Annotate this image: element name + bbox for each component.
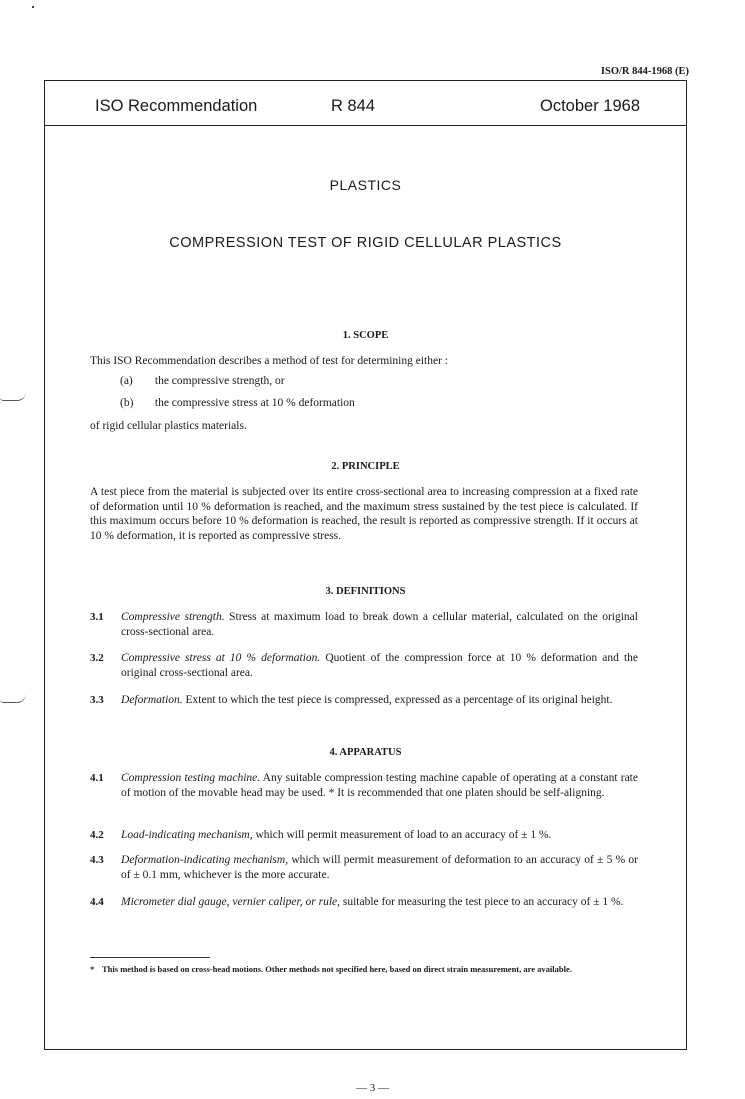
apparatus-number: 4.3: [90, 854, 104, 866]
header-date: October 1968: [540, 97, 640, 115]
apparatus-number: 4.2: [90, 829, 104, 841]
definition-text: Stress at maximum load to break down a cellular material, calculated on the original cross-sectional area.: [121, 611, 638, 638]
apparatus-term: Load-indicating mechanism,: [121, 829, 253, 841]
definition-text: Extent to which the test piece is compressed, expressed as a percentage of its original height.: [182, 694, 613, 706]
definition-number: 3.2: [90, 652, 104, 664]
scope-outro: of rigid cellular plastics materials.: [90, 420, 247, 432]
apparatus-text: which will permit measurement of deformation to an accuracy of ± 5 % or of ± 0.1 mm, whichever is the more accurate.: [121, 854, 638, 881]
scope-item-b-label: (b): [120, 397, 134, 409]
header-doc-type: ISO Recommendation: [95, 97, 258, 115]
section-heading-scope: 1. SCOPE: [342, 330, 389, 341]
definition-number: 3.1: [90, 611, 104, 623]
header-doc-number: R 844: [331, 97, 376, 115]
page-number: — 3 —: [356, 1082, 389, 1094]
scope-item-a-label: (a): [120, 375, 133, 387]
apparatus-text: which will permit measurement of load to an accuracy of ± 1 %.: [252, 829, 552, 841]
footnote-rule: [90, 957, 210, 958]
scope-intro: This ISO Recommendation describes a method of test for determining either :: [90, 355, 449, 367]
section-heading-principle: 2. PRINCIPLE: [331, 461, 400, 472]
definition-item: [121, 610, 638, 639]
apparatus-item: [121, 895, 638, 910]
apparatus-text: suitable for measuring the test piece to an accuracy of ± 1 %.: [340, 896, 624, 908]
scope-item-a: [120, 375, 285, 387]
binding-mark-lower: [0, 694, 26, 703]
apparatus-number: 4.4: [90, 896, 104, 908]
apparatus-item: [121, 853, 638, 882]
principle-text: A test piece from the material is subjected over its entire cross-sectional area to increasing compression at a fixed rate of deformation until 10 % deformation is reached, and the maximum stress sustained by the test piece is calculated. If this maximum occurs before 10 % deformation is reached, the result is reported as compressive strength. If it occurs at 10 % deformation, it is reported as compressive stress.: [90, 486, 638, 542]
section-heading-apparatus: 4. APPARATUS: [329, 747, 402, 758]
definition-text: Quotient of the compression force at 10 % deformation and the original cross-sectional area.: [121, 652, 638, 679]
definition-term: Compressive strength.: [121, 611, 225, 623]
header-band: [45, 81, 686, 126]
apparatus-text: Any suitable compression testing machine capable of operating at a constant rate of motion of the movable head may be used. * It is recommended that one platen should be self-aligning.: [121, 772, 638, 799]
definition-term: Compressive stress at 10 % deformation.: [121, 652, 321, 664]
footnote: [90, 963, 645, 975]
definition-number: 3.3: [90, 694, 104, 706]
footnote-text: This method is based on cross-head motions. Other methods not specified here, based on direct strain measurement, are available.: [102, 964, 572, 974]
document-title: COMPRESSION TEST OF RIGID CELLULAR PLASTICS: [169, 235, 562, 251]
scan-speck: [32, 6, 34, 8]
page-frame: [44, 80, 687, 1050]
apparatus-term: Compression testing machine.: [121, 772, 261, 784]
apparatus-term: Micrometer dial gauge, vernier caliper, or rule,: [121, 896, 340, 908]
apparatus-number: 4.1: [90, 772, 104, 784]
section-heading-definitions: 3. DEFINITIONS: [325, 586, 406, 597]
scope-item-b-text: the compressive stress at 10 % deformation: [154, 397, 355, 409]
scope-item-a-text: the compressive strength, or: [154, 375, 285, 387]
apparatus-term: Deformation-indicating mechanism,: [121, 854, 289, 866]
definition-item: [121, 651, 638, 680]
footnote-marker: *: [90, 964, 95, 974]
apparatus-item: [121, 771, 638, 800]
binding-mark-upper: [0, 392, 26, 401]
definition-term: Deformation.: [121, 694, 183, 706]
subject-title: PLASTICS: [329, 177, 402, 193]
apparatus-item: [121, 828, 638, 843]
document-reference: ISO/R 844-1968 (E): [600, 66, 689, 77]
scope-item-b: [120, 397, 355, 409]
definition-item: [121, 693, 638, 708]
